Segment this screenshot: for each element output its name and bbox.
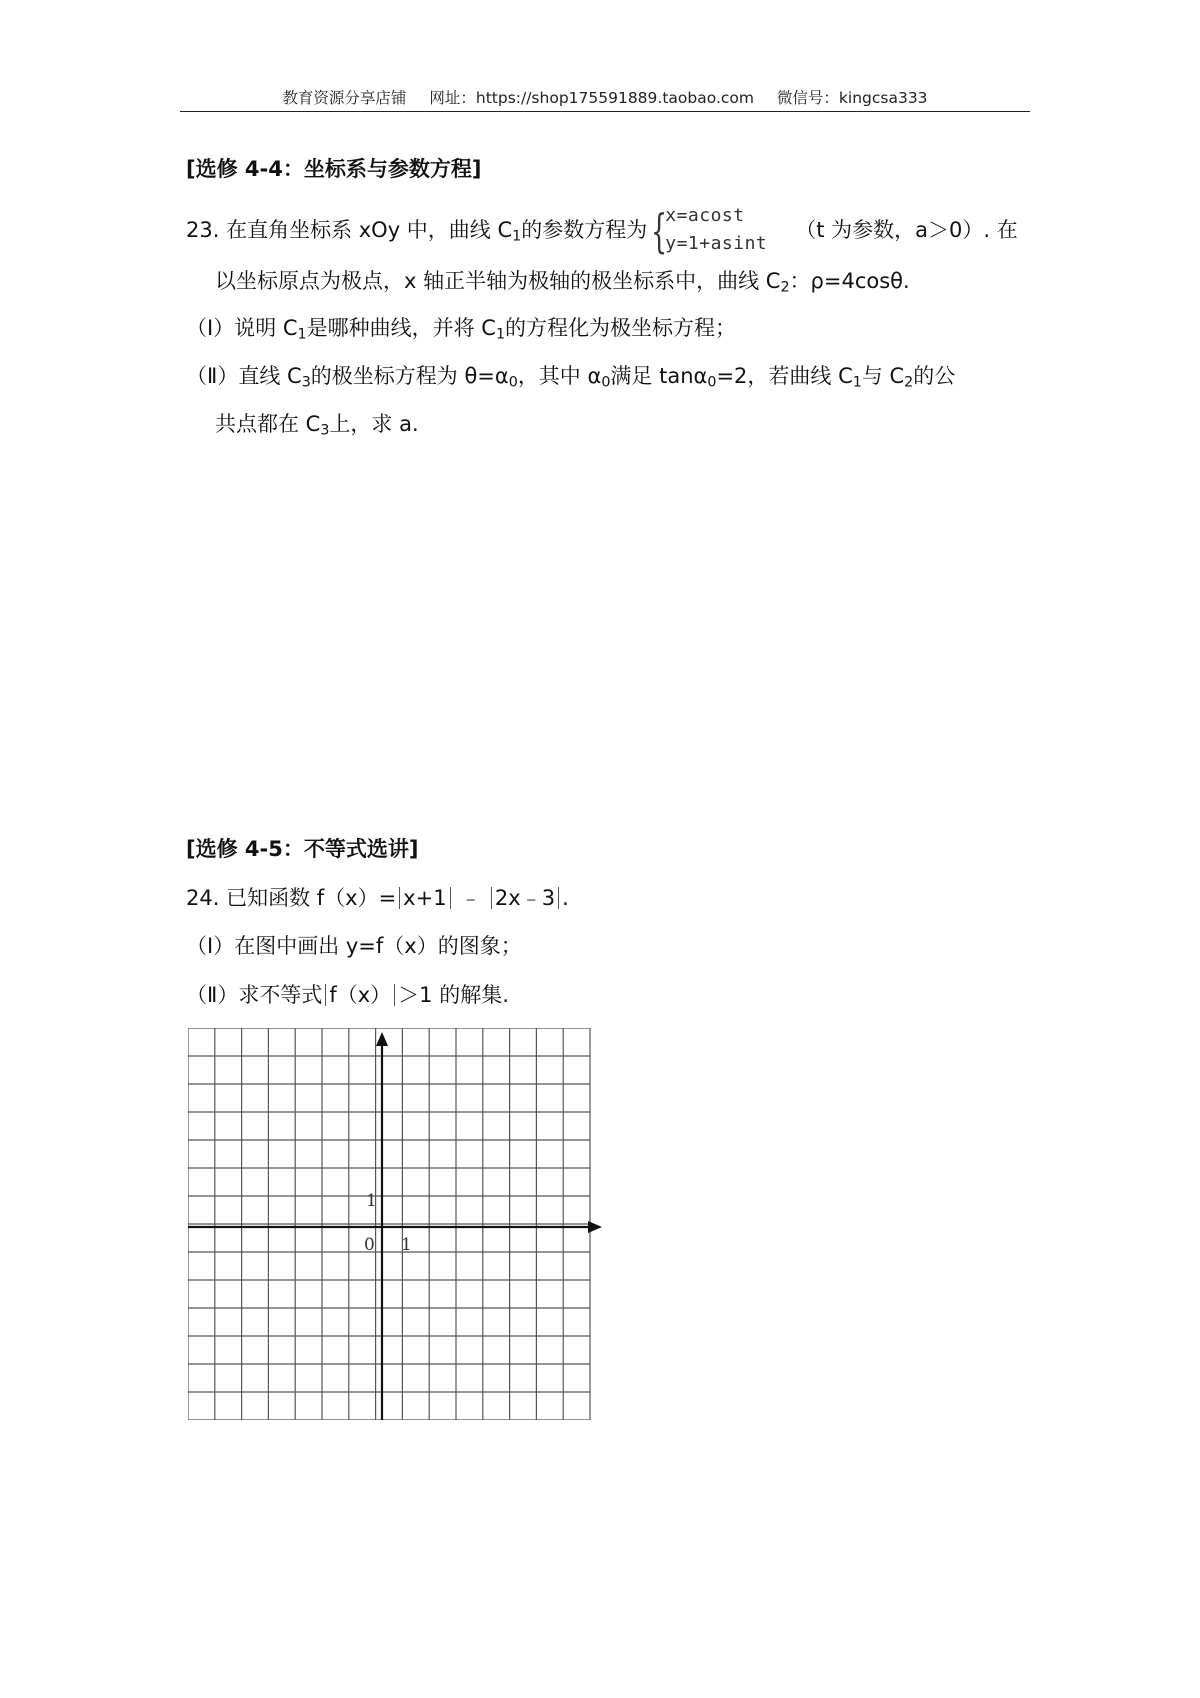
question-24-line1: 24. 已知函数 f（x）= x+1 ﹣ 2x﹣3 . xyxy=(186,886,569,910)
x-tick-label-1: 1 xyxy=(401,1235,412,1255)
abs-bar xyxy=(450,887,451,909)
brace-icon: { xyxy=(651,204,668,258)
question-24-part2: （Ⅱ）求不等式 f（x） ＞1 的解集. xyxy=(186,983,509,1007)
origin-label: 0 xyxy=(364,1235,375,1255)
wechat-id: 微信号：kingcsa333 xyxy=(776,89,928,107)
shop-name: 教育资源分享店铺 xyxy=(282,89,407,107)
abs-bar xyxy=(399,887,400,909)
question-23-line2: 以坐标原点为极点，x 轴正半轴为极轴的极坐标系中，曲线 $C_2$：ρ=4cosθ. xyxy=(215,269,910,296)
question-23-line1: 23. 在直角坐标系 xOy 中，曲线 $C_1$的参数方程为 { x=acost y=1+asint （t 为参数，a＞0）. 在 xyxy=(186,204,1018,258)
abs-bar xyxy=(325,984,326,1006)
page-header xyxy=(180,86,1030,114)
y-tick-label-1: 1 xyxy=(366,1191,377,1211)
coordinate-grid xyxy=(188,1028,608,1420)
parametric-system: { x=acost y=1+asint xyxy=(651,204,768,258)
question-23-part2: （Ⅱ）直线 $C_3$的极坐标方程为 $\theta=\alpha_0$，其中 $\alpha_0$满足 tanα$_0$=2，若曲线 $C_1$与 $C_2$的公 xyxy=(186,364,956,391)
abs-bar xyxy=(394,984,395,1006)
shop-url: 网址：https://shop175591889.taobao.com xyxy=(429,89,754,107)
grid-lines xyxy=(188,1028,590,1420)
x-axis-arrow-icon xyxy=(588,1221,602,1233)
abs-bar xyxy=(491,887,492,909)
header-divider xyxy=(180,111,1030,112)
y-axis-arrow-icon xyxy=(376,1032,388,1046)
section-4-4-title: [选修 4-4：坐标系与参数方程] xyxy=(186,157,482,181)
question-23-part2-line2: 共点都在 $C_3$上，求 a. xyxy=(215,412,419,439)
question-23-part1: （Ⅰ）说明 $C_1$是哪种曲线，并将 $C_1$的方程化为极坐标方程； xyxy=(186,316,737,343)
question-24-part1: （Ⅰ）在图中画出 y=f（x）的图象； xyxy=(186,934,522,958)
section-4-5-title: [选修 4-5：不等式选讲] xyxy=(186,837,419,861)
abs-bar xyxy=(558,887,559,909)
